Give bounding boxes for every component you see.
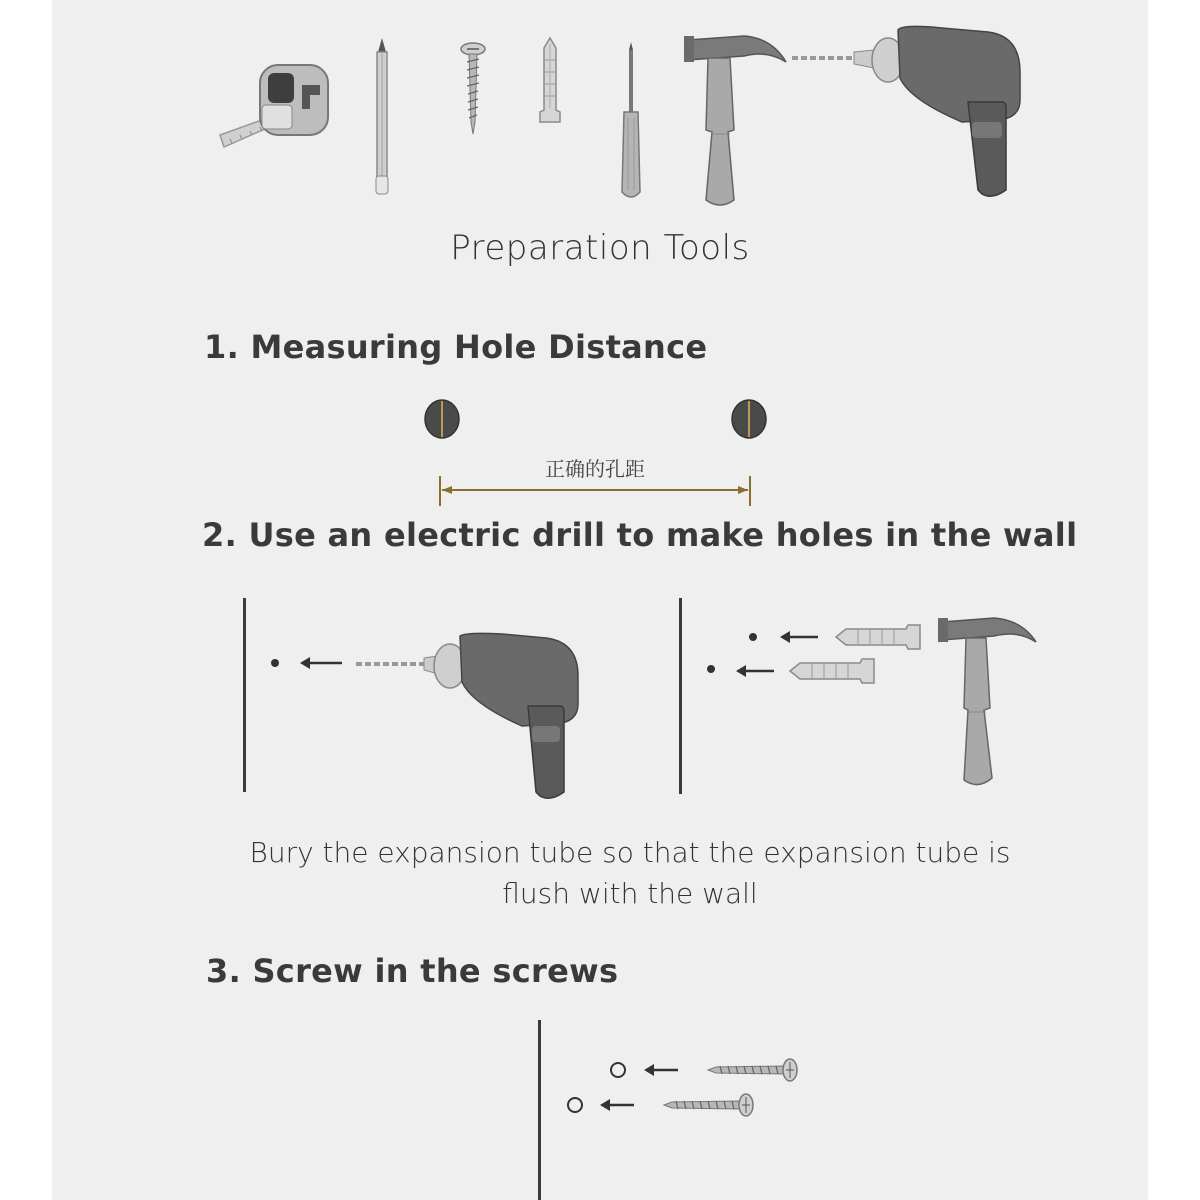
left-arrow-icon [644,1063,680,1077]
wall-anchor-icon [836,624,922,650]
left-hole-marker [423,398,461,440]
wall-anchor-icon [538,38,562,126]
hole-distance-label: 正确的孔距 [545,457,645,481]
left-arrow-icon [736,664,776,678]
drill-icon [356,632,586,804]
hammer-icon [936,612,1040,790]
wall-line-left [243,598,246,792]
step1-heading: 1. Measuring Hole Distance [204,328,708,366]
caption-line-1: Bury the expansion tube so that the expansion tube is [249,836,1011,869]
wall-hole-circle [608,1060,628,1080]
caption-line-2: flush with the wall [502,877,758,910]
hammer-icon [682,30,792,210]
screw-icon [458,42,488,137]
wall-line-right [679,598,682,794]
step3-heading: 3. Screw in the screws [206,952,619,990]
wall-hole-dot [706,664,716,674]
pencil-icon [372,38,392,198]
left-arrow-icon [780,630,820,644]
left-arrow-icon [300,656,344,670]
screw-icon [664,1093,756,1117]
screwdriver-icon [616,42,646,202]
tape-measure-icon [210,55,340,165]
step2-heading: 2. Use an electric drill to make holes in the wall [202,516,1078,554]
right-hole-marker [730,398,768,440]
step2-caption [230,832,1030,914]
wall-hole-dot [270,658,280,668]
wall-line [538,1020,541,1200]
tools-title: Preparation Tools [450,228,750,268]
screw-icon [708,1058,800,1082]
left-arrow-icon [600,1098,636,1112]
electric-drill-icon [792,22,1032,202]
wall-hole-circle [565,1095,585,1115]
wall-anchor-icon [790,658,876,684]
wall-hole-dot [748,632,758,642]
hole-distance-arrow [436,476,754,506]
